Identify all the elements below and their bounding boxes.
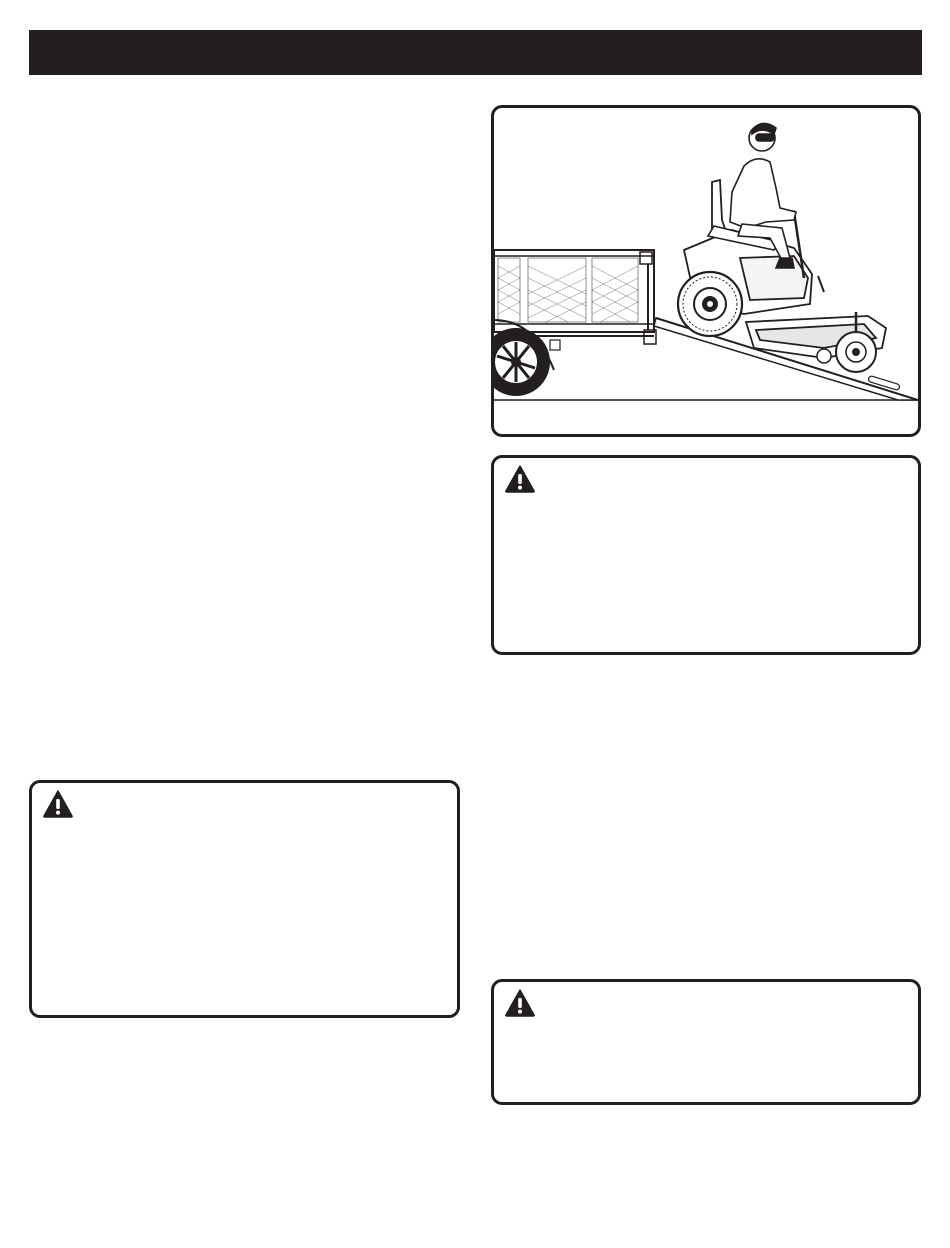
warning-triangle-icon xyxy=(504,464,536,494)
page-header-bar xyxy=(29,30,922,75)
mower-on-trailer-ramp-illustration xyxy=(494,108,918,434)
warning-triangle-icon xyxy=(504,988,536,1018)
warning-triangle-icon xyxy=(42,789,74,819)
loading-ramp-figure xyxy=(491,105,921,437)
page-header-title xyxy=(29,40,43,65)
warning-box-3 xyxy=(491,979,921,1105)
warning-box-2 xyxy=(29,780,460,1018)
warning-box-1 xyxy=(491,455,921,655)
